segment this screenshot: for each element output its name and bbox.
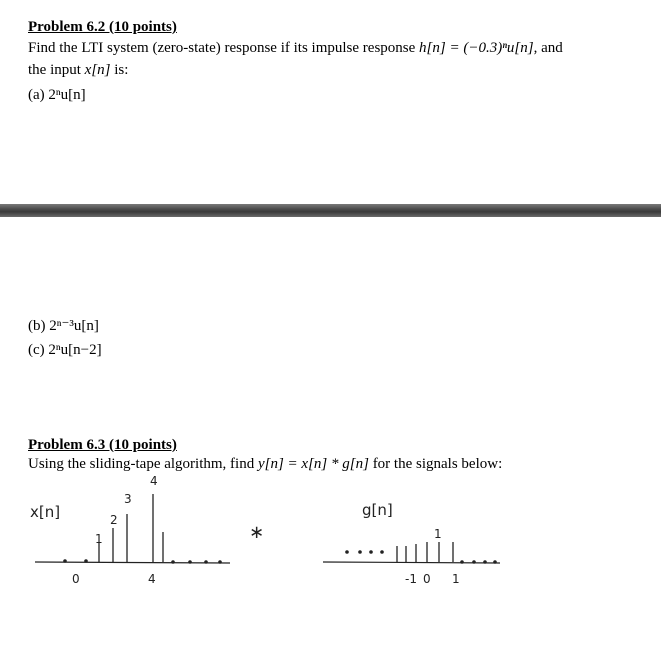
x-zero-dot	[84, 559, 88, 563]
x-signal-label: x[n]	[30, 503, 61, 521]
g-dot	[345, 550, 349, 554]
g-dot	[472, 560, 476, 564]
g-signal-label: g[n]	[362, 501, 393, 519]
line-text: Using the sliding-tape algorithm, find	[28, 456, 258, 472]
g-value-1: 1	[434, 527, 442, 541]
x-value-1: 1	[95, 532, 103, 546]
input-expr: x[n]	[84, 62, 111, 78]
x-zero-dot	[171, 560, 175, 564]
g-dot	[460, 560, 464, 564]
problem-6-2-line-2	[28, 61, 128, 80]
part-a: (a) 2ⁿu[n]	[28, 87, 86, 103]
line-end: for the signals below:	[368, 456, 503, 472]
line-2-end: is:	[110, 62, 129, 78]
problem-6-2-line-1	[28, 39, 563, 58]
g-axis-tick-0: 0	[423, 572, 431, 586]
impulse-response-expr: h[n] = (−0.3)ⁿu[n]	[419, 40, 534, 56]
problem-6-3-title: Problem 6.3 (10 points)	[28, 437, 177, 453]
convolution-expr: y[n] = x[n] * g[n]	[257, 456, 369, 472]
convolution-symbol: ∗	[249, 522, 265, 543]
line-1-end: , and	[533, 40, 563, 56]
g-dot	[369, 550, 373, 554]
page-divider	[0, 204, 661, 217]
g-axis-tick-1: 1	[452, 572, 460, 586]
stem-plots	[0, 470, 661, 580]
x-value-2: 2	[110, 513, 118, 527]
g-dot	[358, 550, 362, 554]
part-c: (c) 2ⁿu[n−2]	[28, 342, 102, 358]
x-zero-dot	[63, 559, 67, 563]
x-axis-tick-4: 4	[148, 572, 156, 586]
problem-6-2-title: Problem 6.2 (10 points)	[28, 19, 177, 35]
x-zero-dot	[188, 560, 192, 564]
line-2-text: the input	[28, 62, 85, 78]
x-axis-tick-0: 0	[72, 572, 80, 586]
x-value-4: 4	[150, 474, 158, 488]
x-zero-dot	[218, 560, 222, 564]
line-1-text: Find the LTI system (zero-state) response if its impulse response	[28, 40, 420, 56]
part-b: (b) 2ⁿ⁻³u[n]	[28, 318, 99, 334]
x-value-3: 3	[124, 492, 132, 506]
g-axis-tick-minus-1: -1	[405, 572, 417, 586]
g-dot	[380, 550, 384, 554]
g-dot	[493, 560, 497, 564]
x-zero-dot	[204, 560, 208, 564]
g-dot	[483, 560, 487, 564]
